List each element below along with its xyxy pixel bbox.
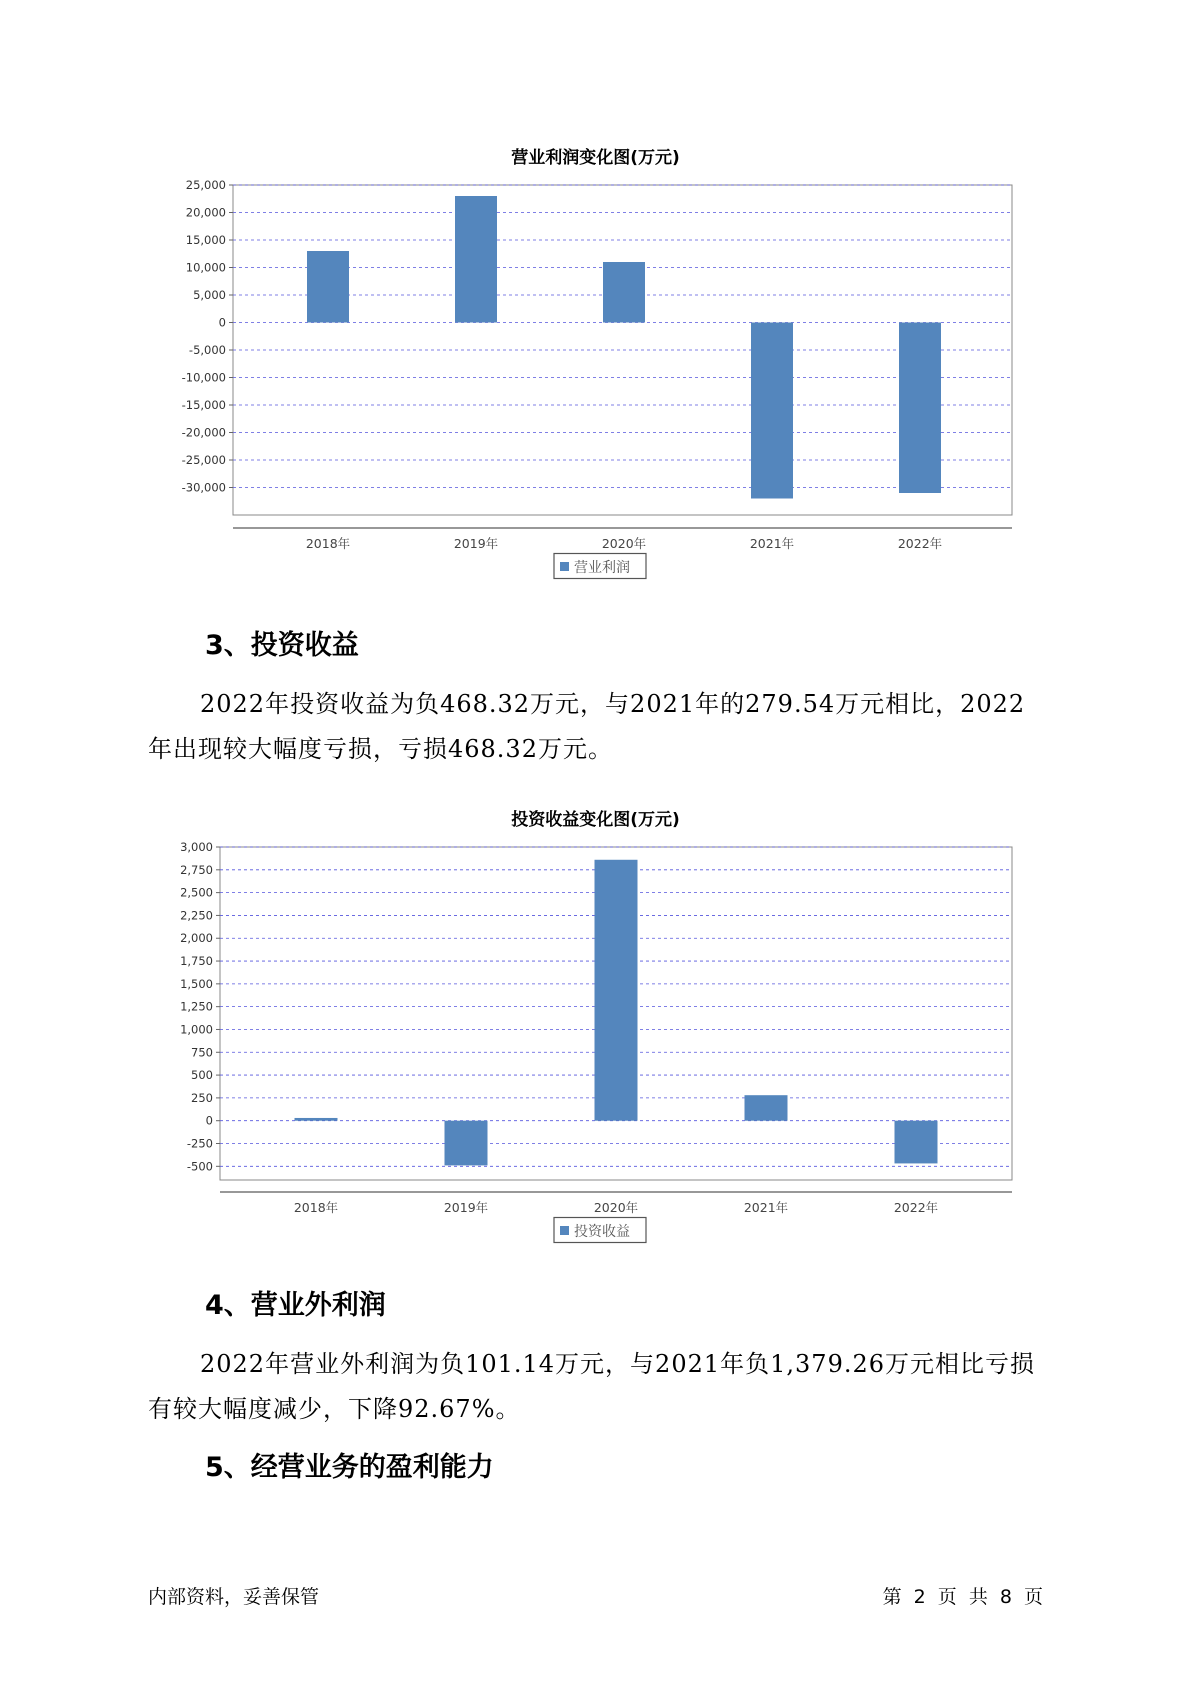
legend-swatch xyxy=(560,1226,569,1235)
bar-2018年 xyxy=(307,251,349,323)
x-tick-label: 2022年 xyxy=(893,1200,939,1215)
legend-label: 投资收益 xyxy=(574,1224,630,1240)
y-tick-label: 20,000 xyxy=(185,205,226,220)
y-tick-label: -30,000 xyxy=(181,480,226,495)
y-tick-label: 250 xyxy=(191,1090,213,1105)
y-tick-label: 2,250 xyxy=(180,908,213,923)
y-tick-label: -25,000 xyxy=(181,453,226,467)
y-tick-label: -5,000 xyxy=(188,343,226,357)
y-tick-label: 500 xyxy=(191,1068,213,1083)
y-tick-label: 10,000 xyxy=(185,260,226,275)
y-tick-label: -10,000 xyxy=(181,370,226,385)
x-tick-label: 2019年 xyxy=(453,536,499,551)
y-tick-label: 0 xyxy=(205,1113,213,1128)
y-tick-label: 15,000 xyxy=(185,233,226,247)
operating-profit-chart xyxy=(0,170,1191,590)
bar-2020年 xyxy=(595,860,638,1121)
section-3-heading: 3、投资收益 xyxy=(205,630,359,661)
bar-2019年 xyxy=(445,1121,488,1166)
chart-title-investment-income: 投资收益变化图(万元) xyxy=(511,810,680,830)
x-tick-label: 2019年 xyxy=(443,1200,489,1215)
x-tick-label: 2018年 xyxy=(305,536,351,551)
section-4-paragraph: 2022年营业外利润为负101.14万元，与2021年负1,379.26万元相比亏损有较大幅度减少，下降92.67%。 xyxy=(148,1350,1036,1423)
bar-2022年 xyxy=(899,323,941,494)
y-tick-label: 0 xyxy=(218,315,226,330)
bar-2022年 xyxy=(895,1121,938,1164)
y-tick-label: 2,500 xyxy=(180,885,213,900)
section-4-heading: 4、营业外利润 xyxy=(205,1290,386,1321)
x-tick-label: 2020年 xyxy=(593,1200,639,1215)
bar-2019年 xyxy=(455,196,497,323)
y-tick-label: 5,000 xyxy=(193,288,226,302)
bar-2020年 xyxy=(603,262,645,323)
x-tick-label: 2021年 xyxy=(749,536,795,551)
y-tick-label: -250 xyxy=(186,1136,213,1151)
investment-income-chart xyxy=(0,832,1191,1252)
footer-page-number: 第 2 页 共 8 页 xyxy=(882,1586,1043,1608)
y-tick-label: 1,000 xyxy=(180,1022,213,1037)
y-tick-label: 25,000 xyxy=(185,178,226,192)
y-tick-label: 1,750 xyxy=(180,954,213,969)
bar-2018年 xyxy=(295,1118,338,1121)
y-tick-label: 3,000 xyxy=(180,840,213,854)
y-tick-label: 750 xyxy=(191,1045,213,1060)
y-tick-label: -15,000 xyxy=(181,398,226,412)
y-tick-label: 1,250 xyxy=(180,999,213,1014)
x-tick-label: 2022年 xyxy=(897,536,943,551)
section-3-paragraph: 2022年投资收益为负468.32万元，与2021年的279.54万元相比，2022年出现较大幅度亏损，亏损468.32万元。 xyxy=(148,690,1026,763)
y-tick-label: 2,000 xyxy=(180,931,213,946)
section-5-heading: 5、经营业务的盈利能力 xyxy=(205,1452,494,1483)
footer-confidential-note: 内部资料，妥善保管 xyxy=(148,1586,320,1608)
y-tick-label: 1,500 xyxy=(180,976,213,991)
x-tick-label: 2018年 xyxy=(293,1200,339,1215)
y-tick-label: -20,000 xyxy=(181,425,226,440)
chart-title-operating-profit: 营业利润变化图(万元) xyxy=(511,148,680,168)
legend-swatch xyxy=(560,562,569,571)
bar-2021年 xyxy=(745,1095,788,1121)
x-tick-label: 2020年 xyxy=(601,536,647,551)
x-tick-label: 2021年 xyxy=(743,1200,789,1215)
legend-label: 营业利润 xyxy=(574,560,630,576)
bar-2021年 xyxy=(751,323,793,499)
y-tick-label: -500 xyxy=(186,1159,213,1174)
y-tick-label: 2,750 xyxy=(180,862,213,877)
